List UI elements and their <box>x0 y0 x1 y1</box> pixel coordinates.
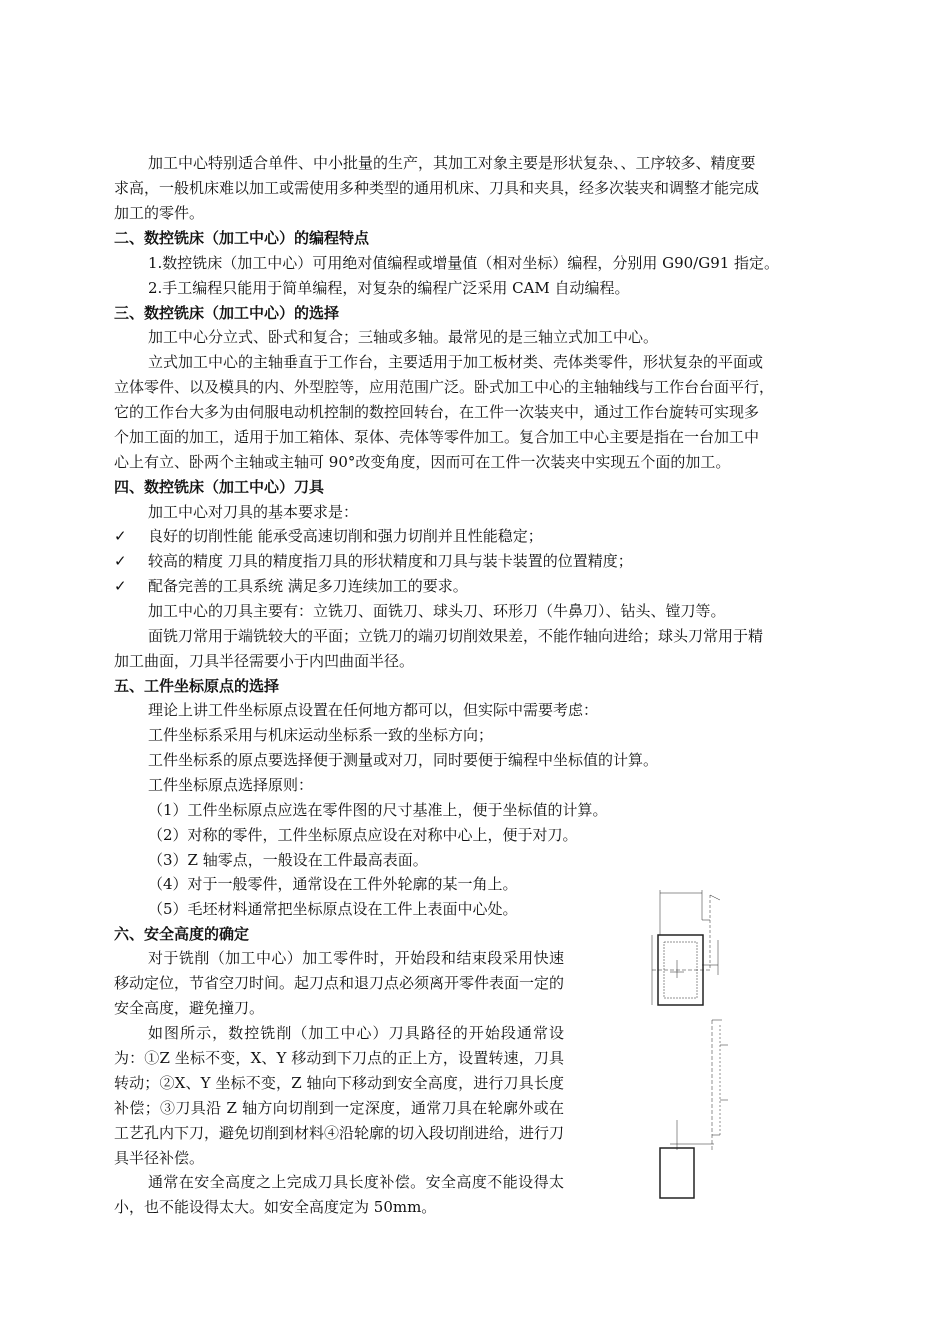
section-heading-2: 二、数控铣床（加工中心）的编程特点 <box>114 229 370 247</box>
s3-p2-line-4: 个加工面的加工，适用于加工箱体、泵体、壳体等零件加工。复合加工中心主要是指在一台加工中 <box>114 428 760 446</box>
s4-p3-line-2: 加工曲面，刀具半径需要小于内凹曲面半径。 <box>114 652 415 670</box>
s4-p3-line-1: 面铣刀常用于端铣较大的平面；立铣刀的端刃切削效果差，不能作轴向进给；球头刀常用于精 <box>148 627 764 645</box>
intro-line-2: 求高，一般机床难以加工或需使用多种类型的通用机床、刀具和夹具，经多次装夹和调整才能完成 <box>114 179 760 197</box>
side-view-drawing <box>660 1020 728 1198</box>
s6-paragraph-2-text: 如图所示，数控铣削（加工中心）刀具路径的开始段通常设为：①Z 坐标不变，X、Y 移动到下刀点的正上方，设置转速，刀具转动；②X、Y 坐标不变，Z 轴向下移动到安全高度，进行刀具长度补偿；③刀具沿 Z 轴方向切削到一定深度，通常刀具在轮廓外或在工艺孔内下刀，避免切削到材料④沿轮廓的切入段切削进给，进行刀具半径补偿。 <box>114 1024 565 1167</box>
s5-rule-3: （3）Z 轴零点，一般设在工件最高表面。 <box>148 851 428 869</box>
tool-path-figure <box>640 880 750 1200</box>
s3-p2-line-2: 立体零件、以及模具的内、外型腔等，应用范围广泛。卧式加工中心的主轴轴线与工作台台面平行， <box>114 378 775 396</box>
check-item-text: 较高的精度 刀具的精度指刀具的形状精度和刀具与装卡装置的位置精度； <box>148 552 633 570</box>
check-mark-icon: ✓ <box>114 577 127 595</box>
s3-paragraph-1: 加工中心分立式、卧式和复合；三轴或多轴。最常见的是三轴立式加工中心。 <box>148 328 659 346</box>
s5-rule-2: （2）对称的零件，工件坐标原点应设在对称中心上，便于对刀。 <box>148 826 578 844</box>
check-item-3 <box>114 574 468 598</box>
s5-line-1: 理论上讲工件坐标原点设置在任何地方都可以，但实际中需要考虑： <box>148 701 599 719</box>
s2-item-2: 2.手工编程只能用于简单编程，对复杂的编程广泛采用 CAM 自动编程。 <box>148 279 630 297</box>
s6-paragraph-1-text: 对于铣削（加工中心）加工零件时，开始段和结束段采用快速移动定位，节省空刀时间。起刀点和退刀点必须离开零件表面一定的安全高度，避免撞刀。 <box>114 949 565 1017</box>
check-mark-icon: ✓ <box>114 527 127 545</box>
check-item-text: 良好的切削性能 能承受高速切削和强力切削并且性能稳定； <box>148 527 543 545</box>
section-heading-5: 五、工件坐标原点的选择 <box>114 677 280 695</box>
s6-paragraph-3 <box>114 1170 564 1220</box>
top-view-drawing <box>652 890 720 1005</box>
check-mark-icon: ✓ <box>114 552 127 570</box>
s6-paragraph-3-text: 通常在安全高度之上完成刀具长度补偿。安全高度不能设得太小，也不能设得太大。如安全高度定为 50mm。 <box>114 1173 564 1216</box>
intro-line-3: 加工的零件。 <box>114 204 205 222</box>
s5-line-4: 工件坐标原点选择原则： <box>148 776 314 794</box>
section-heading-4: 四、数控铣床（加工中心）刀具 <box>114 478 325 496</box>
section-heading-3: 三、数控铣床（加工中心）的选择 <box>114 304 340 322</box>
check-item-1 <box>114 524 543 548</box>
s4-paragraph-1: 加工中心对刀具的基本要求是： <box>148 503 359 521</box>
section-heading-6: 六、安全高度的确定 <box>114 925 250 943</box>
s5-rule-1: （1）工件坐标原点应选在零件图的尺寸基准上，便于坐标值的计算。 <box>148 801 608 819</box>
s5-line-3: 工件坐标系的原点要选择便于测量或对刀，同时要便于编程中坐标值的计算。 <box>148 751 659 769</box>
check-item-2 <box>114 549 633 573</box>
s5-line-2: 工件坐标系采用与机床运动坐标系一致的坐标方向； <box>148 726 494 744</box>
s5-rule-4: （4）对于一般零件，通常设在工件外轮廓的某一角上。 <box>148 875 518 893</box>
s6-paragraph-2 <box>114 1021 564 1171</box>
s5-rule-5: （5）毛坯材料通常把坐标原点设在工件上表面中心处。 <box>148 900 518 918</box>
s3-p2-line-3: 它的工作台大多为由伺服电动机控制的数控回转台，在工件一次装夹中，通过工作台旋转可实现多 <box>114 403 760 421</box>
s2-item-1: 1.数控铣床（加工中心）可用绝对值编程或增量值（相对坐标）编程，分别用 G90/G91 指定。 <box>148 254 780 272</box>
s4-paragraph-2: 加工中心的刀具主要有：立铣刀、面铣刀、球头刀、环形刀（牛鼻刀）、钻头、镗刀等。 <box>148 602 726 620</box>
s6-paragraph-1 <box>114 946 564 1021</box>
check-item-text: 配备完善的工具系统 满足多刀连续加工的要求。 <box>148 577 468 595</box>
s3-p2-line-1: 立式加工中心的主轴垂直于工作台，主要适用于加工板材类、壳体类零件，形状复杂的平面或 <box>148 353 764 371</box>
s3-p2-line-5: 心上有立、卧两个主轴或主轴可 90°改变角度，因而可在工件一次装夹中实现五个面的加工。 <box>114 453 731 471</box>
intro-line-1: 加工中心特别适合单件、中小批量的生产，其加工对象主要是形状复杂、、工序较多、精度要 <box>148 154 756 172</box>
